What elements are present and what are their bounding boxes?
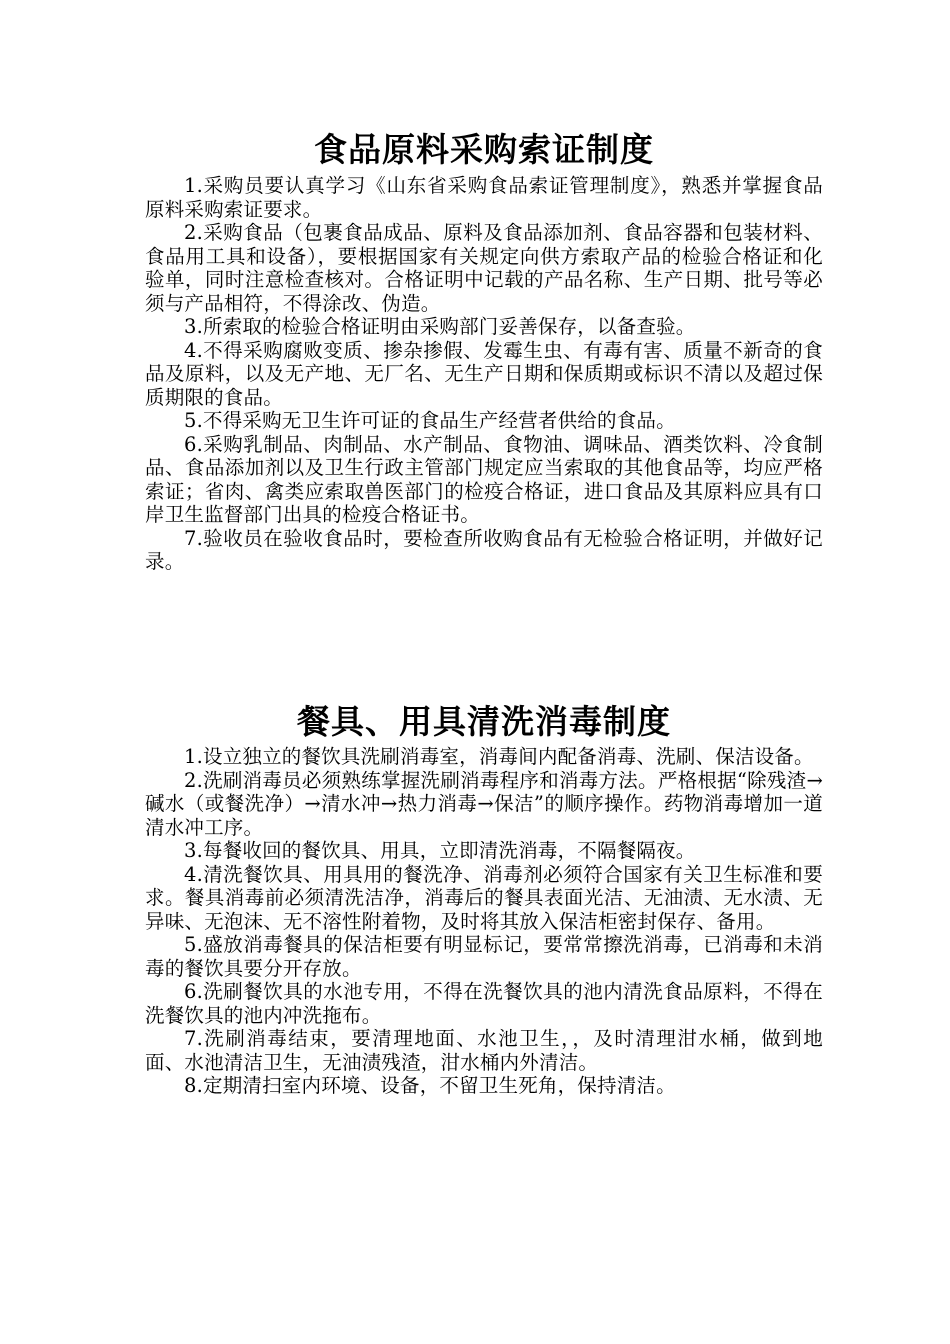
section-title-food-procurement: 食品原料采购索证制度 xyxy=(314,130,654,169)
rule-item: 7.洗刷消毒结束，要清理地面、水池卫生，，及时清理泔水桶，做到地面、水池清洁卫生，无油渍残渣，泔水桶内外清洁。 xyxy=(145,1027,823,1074)
rule-item: 6.洗刷餐饮具的水池专用，不得在洗餐饮具的池内清洗食品原料，不得在洗餐饮具的池内冲洗拖布。 xyxy=(145,980,823,1027)
rule-item: 2.采购食品（包裹食品成品、原料及食品添加剂、食品容器和包装材料、食品用工具和设备），要根据国家有关规定向供方索取产品的检验合格证和化验单，同时注意检查核对。合格证明中记载的产品名称、生产日期、批号等必须与产品相符，不得涂改、伪造。 xyxy=(145,221,823,315)
rule-item: 1.设立独立的餐饮具洗刷消毒室，消毒间内配备消毒、洗刷、保洁设备。 xyxy=(184,745,814,768)
rule-item: 8.定期清扫室内环境、设备，不留卫生死角，保持清洁。 xyxy=(184,1074,676,1097)
tableware-disinfection-rules xyxy=(145,745,823,1098)
rule-item: 3.每餐收回的餐饮具、用具，立即清洗消毒，不隔餐隔夜。 xyxy=(184,839,696,862)
food-procurement-rules xyxy=(145,174,823,574)
rule-item: 5.不得采购无卫生许可证的食品生产经营者供给的食品。 xyxy=(184,409,676,432)
rule-item: 5.盛放消毒餐具的保洁柜要有明显标记，要常常擦洗消毒，已消毒和未消毒的餐饮具要分开存放。 xyxy=(145,933,823,980)
rule-item: 4.清洗餐饮具、用具用的餐洗净、消毒剂必须符合国家有关卫生标准和要求。餐具消毒前必须清洗洁净，消毒后的餐具表面光洁、无油渍、无水渍、无异味、无泡沫、无不溶性附着物，及时将其放入保洁柜密封保存、备用。 xyxy=(145,862,823,933)
rule-item: 1.采购员要认真学习《山东省采购食品索证管理制度》，熟悉并掌握食品原料采购索证要求。 xyxy=(145,174,823,221)
section-title-tableware-disinfection: 餐具、用具清洗消毒制度 xyxy=(297,702,671,741)
rule-item: 4.不得采购腐败变质、掺杂掺假、发霉生虫、有毒有害、质量不新奇的食品及原料，以及无产地、无厂名、无生产日期和保质期或标识不清以及超过保质期限的食品。 xyxy=(145,338,823,409)
rule-item: 7.验收员在验收食品时，要检查所收购食品有无检验合格证明，并做好记录。 xyxy=(145,526,823,573)
rule-item: 2.洗刷消毒员必须熟练掌握洗刷消毒程序和消毒方法。严格根据“除残渣→碱水（或餐洗净）→清水冲→热力消毒→保洁”的顺序操作。药物消毒增加一道清水冲工序。 xyxy=(145,768,823,839)
rule-item: 3.所索取的检验合格证明由采购部门妥善保存，以备查验。 xyxy=(184,315,696,338)
rule-item: 6.采购乳制品、肉制品、水产制品、食物油、调味品、酒类饮料、冷食制品、食品添加剂以及卫生行政主管部门规定应当索取的其他食品等，均应严格索证；省肉、禽类应索取兽医部门的检疫合格证，进口食品及其原料应具有口岸卫生监督部门出具的检疫合格证书。 xyxy=(145,432,823,526)
